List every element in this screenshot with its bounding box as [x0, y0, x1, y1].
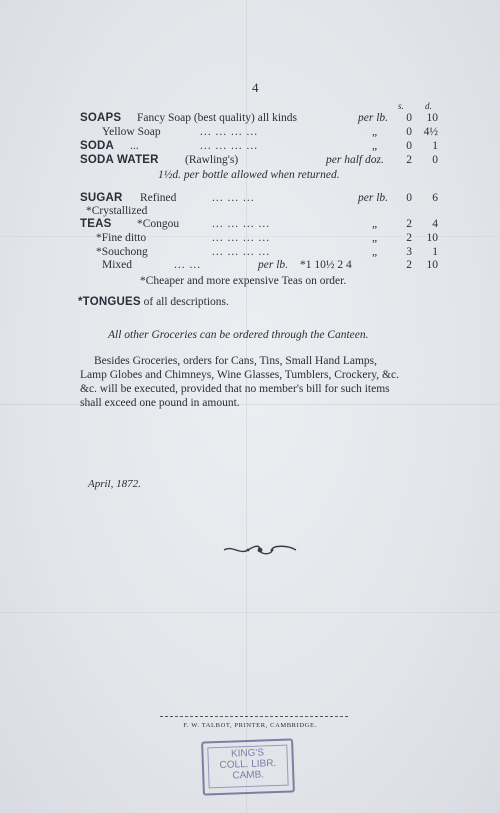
- price-shillings: 2: [406, 232, 412, 244]
- price-shillings: 0: [406, 112, 412, 124]
- library-stamp: [201, 738, 295, 795]
- price-pence: 1: [432, 246, 438, 258]
- paragraph-line: Besides Groceries, orders for Cans, Tins, Small Hand Lamps,: [94, 355, 377, 367]
- price-pence: 10: [426, 232, 438, 244]
- page-number: 4: [252, 80, 259, 95]
- tongues-text: of all descriptions.: [143, 296, 229, 308]
- stamp-line: KING'S: [230, 747, 265, 760]
- price-shillings: 2: [406, 154, 412, 166]
- category-label: *TONGUES: [78, 296, 141, 308]
- category-label: SODA: [80, 140, 115, 152]
- canteen-note: All other Groceries can be ordered through the Canteen.: [108, 329, 369, 341]
- item-description: Mixed: [102, 259, 133, 271]
- price-shillings: 0: [406, 140, 412, 152]
- leader-dots: ... ...: [174, 259, 202, 271]
- item-description: (Rawling's): [185, 154, 239, 166]
- item-unit: per lb.: [358, 192, 389, 204]
- paragraph-line: &c. will be executed, provided that no member's bill for such items: [80, 383, 390, 395]
- stamp-line: CAMB.: [232, 769, 265, 782]
- item-description: Refined: [140, 192, 177, 204]
- category-label: SOAPS: [80, 112, 122, 124]
- price-row: [0, 218, 500, 233]
- leader-dots: ... ... ...: [212, 192, 255, 204]
- price-row: [0, 259, 500, 274]
- price-pence: 0: [432, 154, 438, 166]
- price-shillings: 0: [406, 192, 412, 204]
- leader-dots: ... ... ... ...: [200, 126, 259, 138]
- item-unit: per lb.: [258, 259, 289, 271]
- item-unit: „: [372, 218, 378, 230]
- category-label: SUGAR: [80, 192, 123, 204]
- price-shillings: 3: [406, 246, 412, 258]
- item-unit: per half doz.: [326, 154, 384, 166]
- footer-rule: [160, 716, 348, 717]
- stamp-line: COLL. LIBR.: [219, 758, 277, 771]
- column-head-pence: d.: [425, 101, 432, 111]
- item-unit: „: [372, 232, 378, 244]
- item-unit: per lb.: [358, 112, 389, 124]
- bottle-return-note: 1½d. per bottle allowed when returned.: [158, 169, 340, 181]
- leader-dots: ... ... ... ...: [212, 232, 271, 244]
- item-description: Yellow Soap: [102, 126, 161, 138]
- item-description: *Congou: [137, 218, 180, 230]
- column-head-shillings: s.: [398, 101, 404, 111]
- item-description: *Souchong: [96, 246, 148, 258]
- item-description: *Crystallized: [86, 205, 148, 217]
- price-pence: 6: [432, 192, 438, 204]
- price-shillings: 0: [406, 126, 412, 138]
- price-row: [0, 154, 500, 169]
- category-label: SODA WATER: [80, 154, 159, 166]
- price-shillings: 2: [406, 259, 412, 271]
- price-pence: 4½: [423, 126, 438, 138]
- teas-note: *Cheaper and more expensive Teas on order.: [140, 275, 347, 287]
- leader-dots: ... ... ... ...: [212, 246, 271, 258]
- paragraph-line: Lamp Globes and Chimneys, Wine Glasses, Tumblers, Crockery, &c.: [80, 369, 399, 381]
- item-description: Fancy Soap (best quality) all kinds: [137, 112, 298, 124]
- price-row: [0, 112, 500, 127]
- ornament-flourish: [222, 544, 298, 556]
- price-pence: 10: [426, 112, 438, 124]
- price-row: [0, 232, 500, 247]
- price-pence: 4: [432, 218, 438, 230]
- tongues-line: [78, 296, 229, 308]
- price-row: [0, 126, 500, 141]
- price-pence: 10: [426, 259, 438, 271]
- item-unit: „: [372, 140, 378, 152]
- item-unit: „: [372, 246, 378, 258]
- price-shillings: 2: [406, 218, 412, 230]
- price-row: [0, 140, 500, 155]
- item-description: *Fine ditto: [96, 232, 147, 244]
- mixed-alt-prices: *1 10½ 2 4: [300, 259, 352, 271]
- fold-line-horizontal-lower: [0, 612, 500, 613]
- paragraph-orders: [80, 354, 440, 410]
- category-label: TEAS: [80, 218, 112, 230]
- price-pence: 1: [432, 140, 438, 152]
- document-date: April, 1872.: [88, 478, 141, 490]
- item-unit: „: [372, 126, 378, 138]
- item-description: ...: [130, 140, 139, 152]
- leader-dots: ... ... ... ...: [212, 218, 271, 230]
- printer-imprint: F. W. TALBOT, PRINTER, CAMBRIDGE.: [183, 722, 317, 729]
- leader-dots: ... ... ... ...: [200, 140, 259, 152]
- paragraph-line: shall exceed one pound in amount.: [80, 397, 240, 409]
